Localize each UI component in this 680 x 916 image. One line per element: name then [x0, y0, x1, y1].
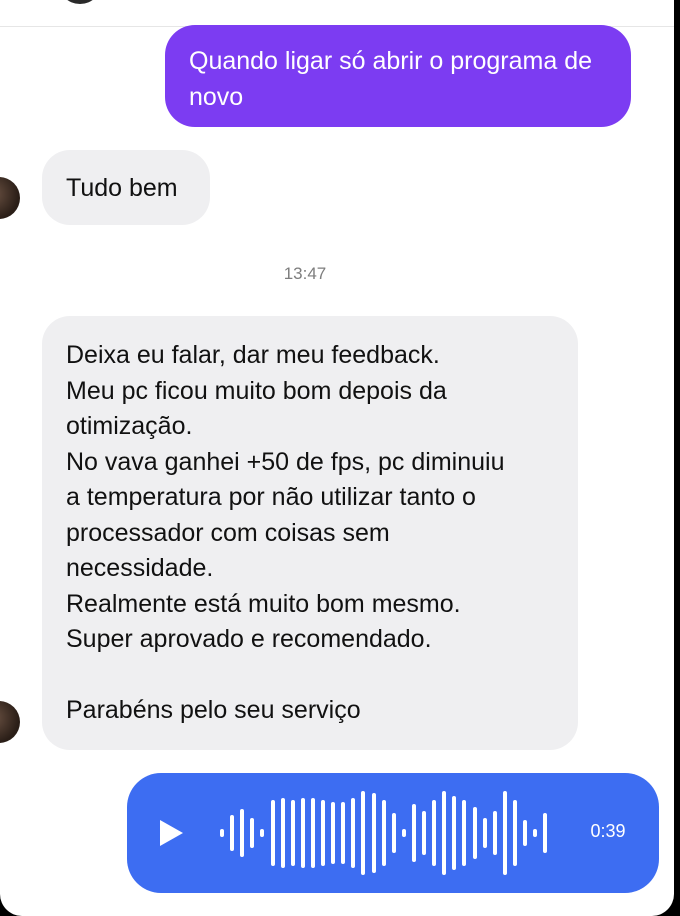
message-line: Deixa eu falar, dar meu feedback.	[66, 341, 440, 369]
waveform-bar	[341, 802, 345, 864]
message-line: a temperatura por não utilizar tanto o	[66, 483, 476, 511]
message-line: No vava ganhei +50 de fps, pc diminuiu	[66, 447, 505, 476]
waveform-bar	[533, 829, 537, 838]
message-line: processador com coisas sem	[66, 518, 390, 547]
waveform-bar	[432, 800, 436, 866]
message-paragraph	[66, 622, 558, 658]
play-icon[interactable]	[160, 820, 183, 846]
waveform-bar	[412, 804, 416, 861]
contact-avatar[interactable]	[58, 0, 102, 4]
waveform-bar	[331, 802, 335, 864]
chat-header	[0, 0, 674, 27]
message-paragraph	[66, 338, 558, 374]
message-paragraph	[66, 693, 558, 729]
waveform-bar	[230, 815, 234, 850]
waveform-bar	[523, 820, 527, 846]
message-line: Realmente está muito bom mesmo.	[66, 589, 461, 618]
waveform-bar	[473, 807, 477, 860]
waveform-bar	[503, 791, 507, 875]
waveform-bar	[422, 811, 426, 855]
waveform-bar	[311, 798, 315, 868]
waveform-bar	[250, 818, 254, 849]
waveform-bar	[351, 798, 355, 868]
waveform-bar	[260, 829, 264, 838]
paragraph-gap	[66, 658, 558, 693]
outgoing-message[interactable]	[165, 25, 631, 127]
waveform-bar	[301, 798, 305, 868]
incoming-message[interactable]	[42, 150, 210, 225]
message-timestamp: 13:47	[283, 264, 327, 283]
waveform-bar	[543, 813, 547, 853]
waveform-bar	[220, 829, 224, 838]
message-text: Tudo bem	[66, 174, 178, 202]
sender-avatar[interactable]	[0, 177, 20, 219]
waveform-bar	[271, 800, 275, 866]
sender-avatar[interactable]	[0, 701, 20, 743]
waveform-bar	[372, 793, 376, 872]
message-line: novo	[189, 83, 244, 111]
waveform-bar	[483, 818, 487, 849]
waveform-bar	[402, 829, 406, 838]
message-line: Quando ligar só abrir o programa de	[189, 47, 593, 75]
voice-duration: 0:39	[590, 821, 626, 841]
message-line: necessidade.	[66, 554, 214, 582]
voice-message[interactable]	[127, 773, 659, 893]
incoming-message-feedback[interactable]	[42, 316, 578, 750]
waveform-bar	[240, 809, 244, 857]
waveform-bar	[462, 800, 466, 866]
audio-waveform[interactable]	[220, 789, 560, 877]
message-paragraph	[66, 587, 558, 623]
waveform-bar	[281, 798, 285, 868]
waveform-bar	[321, 800, 325, 866]
waveform-bar	[392, 813, 396, 853]
waveform-bar	[513, 800, 517, 866]
waveform-bar	[382, 800, 386, 866]
waveform-bar	[442, 791, 446, 875]
waveform-bar	[493, 811, 497, 855]
message-line: Parabéns pelo seu serviço	[66, 695, 361, 724]
message-line: Meu pc ficou muito bom depois da	[66, 376, 447, 405]
message-line: otimização.	[66, 412, 193, 440]
message-paragraph	[66, 374, 558, 445]
waveform-bar	[361, 791, 365, 875]
waveform-bar	[291, 800, 295, 866]
waveform-bar	[452, 796, 456, 871]
message-line: Super aprovado e recomendado.	[66, 625, 432, 653]
message-paragraph	[66, 445, 558, 587]
